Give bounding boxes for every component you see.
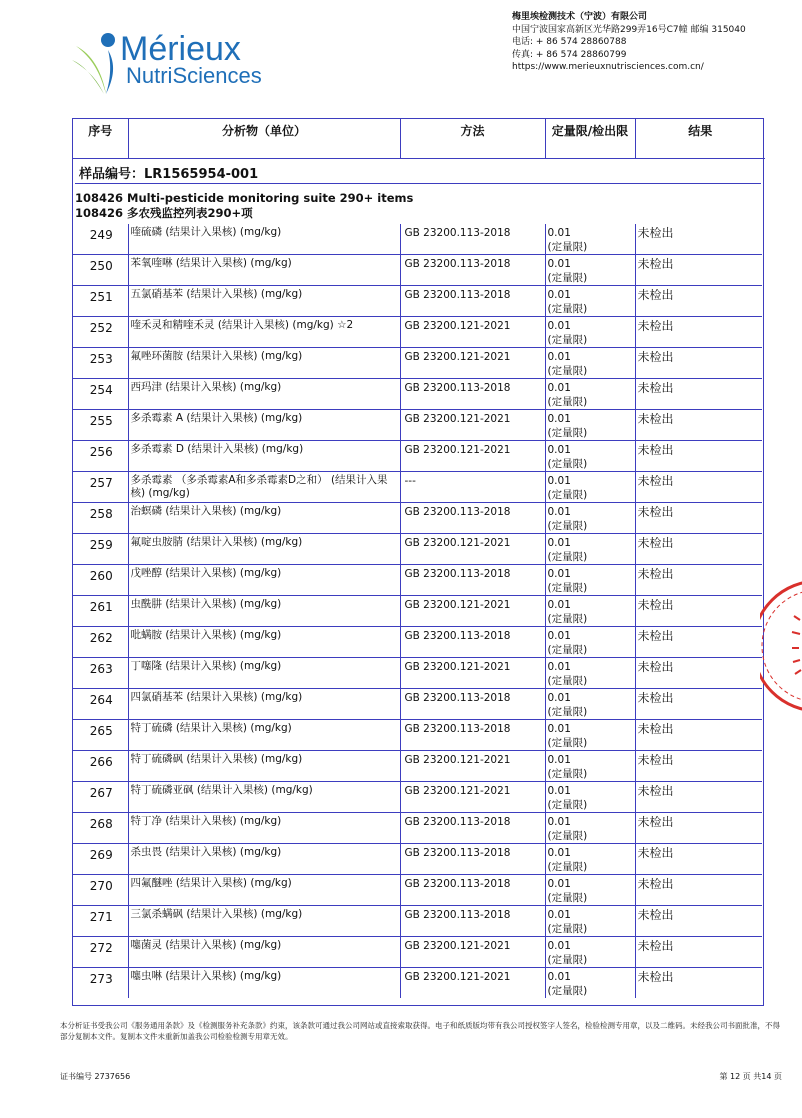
table-row	[73, 968, 762, 999]
sample-number: 样品编号：LR1565954-001	[79, 167, 259, 182]
row-number: 260	[73, 565, 128, 596]
method: GB 23200.113-2018	[400, 255, 545, 286]
lod-value: 0.01	[547, 940, 571, 952]
official-seal-stamp	[760, 576, 802, 716]
result: 未检出	[635, 255, 762, 286]
result: 未检出	[635, 224, 762, 255]
table-row	[73, 410, 762, 441]
result: 未检出	[635, 410, 762, 441]
lod-value: 0.01	[547, 537, 571, 549]
method: GB 23200.113-2018	[400, 286, 545, 317]
row-number: 253	[73, 348, 128, 379]
table-row	[73, 534, 762, 565]
method: GB 23200.121-2021	[400, 968, 545, 999]
lod-value: 0.01	[547, 568, 571, 580]
table-row	[73, 379, 762, 410]
company-phone: 电话: + 86 574 28860788	[512, 37, 627, 47]
result: 未检出	[635, 348, 762, 379]
table-row	[73, 596, 762, 627]
suite-title-en: 108426 Multi-pesticide monitoring suite 290+ items	[75, 191, 414, 205]
table-row	[73, 844, 762, 875]
lod-note: (定量限)	[547, 551, 588, 563]
method: GB 23200.113-2018	[400, 875, 545, 906]
lod-note: (定量限)	[547, 365, 588, 377]
lod-note: (定量限)	[547, 644, 588, 656]
analyte-name: 特丁硫磷砜 (结果计入果核) (mg/kg)	[128, 751, 400, 782]
lod-note: (定量限)	[547, 520, 588, 532]
result: 未检出	[635, 317, 762, 348]
lod-note: (定量限)	[547, 613, 588, 625]
lod-value: 0.01	[547, 692, 571, 704]
method: GB 23200.121-2021	[400, 658, 545, 689]
analyte-name: 多杀霉素 （多杀霉素A和多杀霉素D之和） (结果计入果核) (mg/kg)	[128, 472, 400, 503]
lod-note: (定量限)	[547, 458, 588, 470]
analyte-name: 特丁硫磷 (结果计入果核) (mg/kg)	[128, 720, 400, 751]
result: 未检出	[635, 658, 762, 689]
method: GB 23200.113-2018	[400, 224, 545, 255]
row-number: 256	[73, 441, 128, 472]
analyte-name: 杀虫畏 (结果计入果核) (mg/kg)	[128, 844, 400, 875]
suite-title	[75, 191, 413, 221]
table-row	[73, 782, 762, 813]
lod-value: 0.01	[547, 413, 571, 425]
table-row	[73, 906, 762, 937]
result: 未检出	[635, 441, 762, 472]
row-number: 262	[73, 627, 128, 658]
footer-disclaimer: 本分析证书受我公司《服务通用条款》及《检测服务补充条款》约束，该条款可通过我公司网站或直接索取获得。电子和纸质版均带有我公司授权签字人签名，检验检测专用章，以及二维码。未经我公司书面批准，不得部分复制本文件。复制本文件未重新加盖我公司检验检测专用章无效。	[60, 1021, 780, 1041]
lod	[545, 317, 635, 348]
analyte-name: 丁噻隆 (结果计入果核) (mg/kg)	[128, 658, 400, 689]
result: 未检出	[635, 565, 762, 596]
lod	[545, 782, 635, 813]
analyte-name: 噻虫啉 (结果计入果核) (mg/kg)	[128, 968, 400, 999]
table-row	[73, 224, 762, 255]
company-info	[512, 11, 746, 74]
row-number: 258	[73, 503, 128, 534]
brand-line2: NutriSciences	[126, 63, 262, 88]
row-number: 267	[73, 782, 128, 813]
lod	[545, 565, 635, 596]
row-number: 250	[73, 255, 128, 286]
lod-value: 0.01	[547, 475, 571, 487]
row-number: 252	[73, 317, 128, 348]
result: 未检出	[635, 782, 762, 813]
method: GB 23200.121-2021	[400, 441, 545, 472]
row-number: 255	[73, 410, 128, 441]
table-row	[73, 689, 762, 720]
result: 未检出	[635, 689, 762, 720]
suite-title-cn: 108426 多农残监控列表290+项	[75, 206, 253, 220]
lod-note: (定量限)	[547, 985, 588, 997]
lod	[545, 441, 635, 472]
lod-note: (定量限)	[547, 334, 588, 346]
analyte-name: 氟唑环菌胺 (结果计入果核) (mg/kg)	[128, 348, 400, 379]
table-row	[73, 348, 762, 379]
results-table	[72, 118, 764, 1006]
result: 未检出	[635, 534, 762, 565]
lod-value: 0.01	[547, 661, 571, 673]
method: GB 23200.121-2021	[400, 317, 545, 348]
method: GB 23200.113-2018	[400, 379, 545, 410]
method: GB 23200.113-2018	[400, 627, 545, 658]
col-lod: 定量限/检出限	[545, 119, 635, 159]
lod-value: 0.01	[547, 227, 571, 239]
lod	[545, 875, 635, 906]
lod-value: 0.01	[547, 971, 571, 983]
lod-note: (定量限)	[547, 427, 588, 439]
lod-value: 0.01	[547, 816, 571, 828]
row-number: 273	[73, 968, 128, 999]
merieux-logo	[66, 26, 276, 96]
lod-value: 0.01	[547, 630, 571, 642]
lod-value: 0.01	[547, 258, 571, 270]
method: GB 23200.113-2018	[400, 906, 545, 937]
lod	[545, 255, 635, 286]
analyte-name: 多杀霉素 A (结果计入果核) (mg/kg)	[128, 410, 400, 441]
analyte-name: 噻菌灵 (结果计入果核) (mg/kg)	[128, 937, 400, 968]
lod-note: (定量限)	[547, 582, 588, 594]
lod-value: 0.01	[547, 754, 571, 766]
lod	[545, 689, 635, 720]
lod-note: (定量限)	[547, 303, 588, 315]
analyte-name: 五氯硝基苯 (结果计入果核) (mg/kg)	[128, 286, 400, 317]
analyte-name: 特丁净 (结果计入果核) (mg/kg)	[128, 813, 400, 844]
row-number: 249	[73, 224, 128, 255]
row-number: 251	[73, 286, 128, 317]
table-row	[73, 875, 762, 906]
result: 未检出	[635, 472, 762, 503]
row-number: 254	[73, 379, 128, 410]
lod	[545, 596, 635, 627]
row-number: 271	[73, 906, 128, 937]
analyte-name: 喹硫磷 (结果计入果核) (mg/kg)	[128, 224, 400, 255]
lod-value: 0.01	[547, 847, 571, 859]
certificate-number: 证书编号 2737656	[60, 1072, 131, 1081]
table-row	[73, 255, 762, 286]
method: GB 23200.121-2021	[400, 534, 545, 565]
result: 未检出	[635, 503, 762, 534]
lod	[545, 410, 635, 441]
lod-value: 0.01	[547, 723, 571, 735]
company-name: 梅里埃检测技术（宁波）有限公司	[512, 12, 648, 22]
lod	[545, 286, 635, 317]
lod-note: (定量限)	[547, 706, 588, 718]
divider	[75, 183, 761, 184]
brand-line1: Mérieux	[120, 30, 241, 68]
result: 未检出	[635, 720, 762, 751]
page-indicator: 第 12 页 共14 页	[719, 1072, 782, 1081]
lod-note: (定量限)	[547, 272, 588, 284]
lod-value: 0.01	[547, 785, 571, 797]
method: GB 23200.113-2018	[400, 689, 545, 720]
result: 未检出	[635, 379, 762, 410]
analyte-name: 四氯硝基苯 (结果计入果核) (mg/kg)	[128, 689, 400, 720]
row-number: 257	[73, 472, 128, 503]
result: 未检出	[635, 844, 762, 875]
table-row	[73, 937, 762, 968]
method: GB 23200.113-2018	[400, 844, 545, 875]
analyte-name: 吡螨胺 (结果计入果核) (mg/kg)	[128, 627, 400, 658]
analyte-name: 喹禾灵和精喹禾灵 (结果计入果核) (mg/kg) ☆2	[128, 317, 400, 348]
method: GB 23200.121-2021	[400, 410, 545, 441]
lod	[545, 813, 635, 844]
table-row	[73, 503, 762, 534]
row-number: 272	[73, 937, 128, 968]
lod	[545, 720, 635, 751]
result: 未检出	[637, 970, 674, 984]
table-row	[73, 627, 762, 658]
method: GB 23200.113-2018	[400, 813, 545, 844]
table-body	[73, 224, 762, 998]
col-result: 结果	[635, 119, 765, 159]
lod-note: (定量限)	[547, 892, 588, 904]
result: 未检出	[635, 906, 762, 937]
lod	[545, 224, 635, 255]
method: GB 23200.121-2021	[400, 751, 545, 782]
analyte-name: 西玛津 (结果计入果核) (mg/kg)	[128, 379, 400, 410]
table-row	[73, 658, 762, 689]
lod-note: (定量限)	[547, 768, 588, 780]
analyte-name: 苯氧喹啉 (结果计入果核) (mg/kg)	[128, 255, 400, 286]
col-no: 序号	[73, 119, 128, 159]
result: 未检出	[635, 937, 762, 968]
row-number: 269	[73, 844, 128, 875]
lod-note: (定量限)	[547, 830, 588, 842]
table-row	[73, 317, 762, 348]
lod	[545, 472, 635, 503]
table-row	[73, 813, 762, 844]
result: 未检出	[635, 875, 762, 906]
lod	[545, 503, 635, 534]
lod-value: 0.01	[547, 320, 571, 332]
lod-value: 0.01	[547, 909, 571, 921]
table-row	[73, 565, 762, 596]
lod-note: (定量限)	[547, 923, 588, 935]
analyte-name: 虫酰肼 (结果计入果核) (mg/kg)	[128, 596, 400, 627]
row-number: 261	[73, 596, 128, 627]
result: 未检出	[635, 751, 762, 782]
lod	[545, 534, 635, 565]
lod-value: 0.01	[547, 351, 571, 363]
row-number: 268	[73, 813, 128, 844]
method: GB 23200.121-2021	[400, 937, 545, 968]
result: 未检出	[635, 813, 762, 844]
lod-note: (定量限)	[547, 954, 588, 966]
lod-note: (定量限)	[547, 396, 588, 408]
lod	[545, 751, 635, 782]
lod-value: 0.01	[547, 878, 571, 890]
result: 未检出	[635, 286, 762, 317]
lod	[545, 844, 635, 875]
table-row	[73, 472, 762, 503]
method: GB 23200.113-2018	[400, 503, 545, 534]
analyte-name: 治螟磷 (结果计入果核) (mg/kg)	[128, 503, 400, 534]
lod	[545, 937, 635, 968]
row-number: 265	[73, 720, 128, 751]
lod-value: 0.01	[547, 506, 571, 518]
result: 未检出	[635, 596, 762, 627]
lod-value: 0.01	[547, 382, 571, 394]
lod	[545, 906, 635, 937]
row-number: 264	[73, 689, 128, 720]
lod-value: 0.01	[547, 599, 571, 611]
method: GB 23200.121-2021	[400, 596, 545, 627]
col-analyte: 分析物（单位）	[128, 119, 400, 159]
table-row	[73, 720, 762, 751]
lod	[545, 968, 635, 999]
analyte-name: 多杀霉素 D (结果计入果核) (mg/kg)	[128, 441, 400, 472]
table-row	[73, 286, 762, 317]
row-number: 270	[73, 875, 128, 906]
lod	[545, 348, 635, 379]
lod-value: 0.01	[547, 289, 571, 301]
lod-value: 0.01	[547, 444, 571, 456]
lod-note: (定量限)	[547, 241, 588, 253]
method: ---	[400, 472, 545, 503]
analyte-name: 三氯杀螨砜 (结果计入果核) (mg/kg)	[128, 906, 400, 937]
row-number: 266	[73, 751, 128, 782]
table-header	[73, 119, 765, 159]
company-website[interactable]: https://www.merieuxnutrisciences.com.cn/	[512, 62, 704, 72]
lod-note: (定量限)	[547, 799, 588, 811]
lod-note: (定量限)	[547, 489, 588, 501]
lod-note: (定量限)	[547, 861, 588, 873]
company-address: 中国宁波国家高新区光华路299弄16号C7幢 邮编 315040	[512, 24, 746, 35]
lod-note: (定量限)	[547, 737, 588, 749]
table-row	[73, 751, 762, 782]
method: GB 23200.121-2021	[400, 782, 545, 813]
analyte-name: 四氟醚唑 (结果计入果核) (mg/kg)	[128, 875, 400, 906]
result: 未检出	[635, 627, 762, 658]
analyte-name: 特丁硫磷亚砜 (结果计入果核) (mg/kg)	[128, 782, 400, 813]
lod-note: (定量限)	[547, 675, 588, 687]
method: GB 23200.121-2021	[400, 348, 545, 379]
method: GB 23200.113-2018	[400, 565, 545, 596]
row-number: 259	[73, 534, 128, 565]
method: GB 23200.113-2018	[400, 720, 545, 751]
lod	[545, 379, 635, 410]
table-row	[73, 441, 762, 472]
col-method: 方法	[400, 119, 545, 159]
analyte-name: 氟啶虫胺腈 (结果计入果核) (mg/kg)	[128, 534, 400, 565]
lod	[545, 627, 635, 658]
company-fax: 传真: + 86 574 28860799	[512, 49, 627, 60]
lod	[545, 658, 635, 689]
analyte-name: 戊唑醇 (结果计入果核) (mg/kg)	[128, 565, 400, 596]
row-number: 263	[73, 658, 128, 689]
